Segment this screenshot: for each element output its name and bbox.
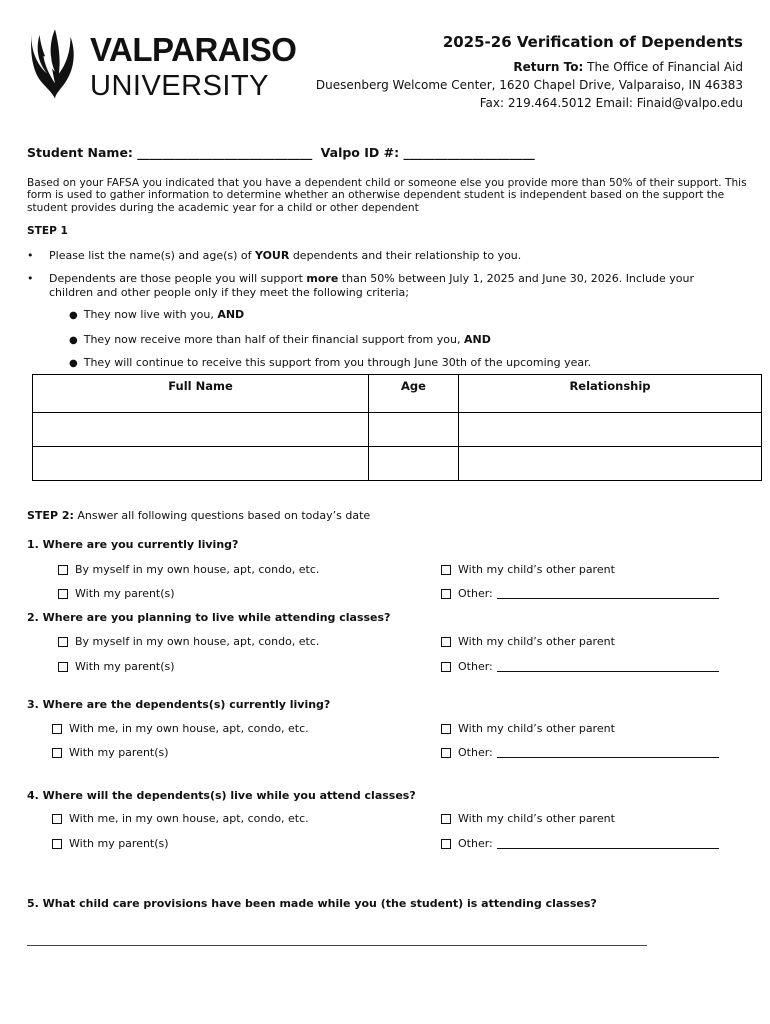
step2-heading: STEP 2: Answer all following questions based on today’s date: [27, 509, 371, 522]
age-cell[interactable]: [369, 413, 459, 447]
checkbox[interactable]: [52, 724, 62, 734]
checkbox[interactable]: [58, 662, 68, 672]
office-address: Duesenberg Welcome Center, 1620 Chapel Drive, Valparaiso, IN 46383: [315, 78, 743, 92]
q4-option-other[interactable]: Other:: [441, 837, 719, 850]
full-name-cell[interactable]: [33, 447, 369, 481]
question-1: 1. Where are you currently living?: [27, 538, 239, 551]
step1-bullet-1: • Please list the name(s) and age(s) of YOUR dependents and their relationship to you.: [27, 249, 522, 262]
table-row: [33, 413, 762, 447]
checkbox[interactable]: [441, 565, 451, 575]
checkbox[interactable]: [441, 814, 451, 824]
checkbox[interactable]: [441, 724, 451, 734]
checkbox[interactable]: [441, 662, 451, 672]
relationship-cell[interactable]: [459, 413, 762, 447]
checkbox[interactable]: [52, 748, 62, 758]
checkbox[interactable]: [441, 748, 451, 758]
table-row: [33, 447, 762, 481]
bullet-dot: •: [27, 249, 34, 262]
step1-bullet-2: • Dependents are those people you will support more than 50% between July 1, 2025 and June 30, 2026. Include your children and other people only if they meet the following criteria;: [27, 272, 694, 299]
other-text-line[interactable]: [497, 588, 719, 599]
q1-option-myself[interactable]: By myself in my own house, apt, condo, etc.: [58, 563, 319, 576]
checkbox[interactable]: [52, 814, 62, 824]
student-info-line: [27, 145, 535, 160]
valparaiso-flame-logo: [26, 26, 84, 102]
age-cell[interactable]: [369, 447, 459, 481]
return-to-label: Return To:: [513, 60, 584, 74]
q2-option-other-parent[interactable]: With my child’s other parent: [441, 635, 615, 648]
q2-option-parents[interactable]: With my parent(s): [58, 660, 175, 673]
other-text-line[interactable]: [497, 838, 719, 849]
q4-option-other-parent[interactable]: With my child’s other parent: [441, 812, 615, 825]
bullet-dot: ●: [69, 310, 78, 321]
col-full-name: Full Name: [33, 375, 369, 413]
q4-option-with-me[interactable]: With me, in my own house, apt, condo, etc.: [52, 812, 309, 825]
criteria-item-1: ● They now live with you, AND: [69, 308, 245, 321]
q3-option-parents[interactable]: With my parent(s): [52, 746, 169, 759]
question-2: 2. Where are you planning to live while attending classes?: [27, 611, 391, 624]
bullet-dot: ●: [69, 335, 78, 346]
q1-option-parents[interactable]: With my parent(s): [58, 587, 175, 600]
other-text-line[interactable]: [497, 661, 719, 672]
criteria-item-3: ● They will continue to receive this support from you through June 30th of the upcoming year.: [69, 356, 592, 369]
return-to-line: [513, 60, 743, 74]
relationship-cell[interactable]: [459, 447, 762, 481]
office-contact: Fax: 219.464.5012 Email: Finaid@valpo.edu: [479, 96, 743, 110]
q1-option-other-parent[interactable]: With my child’s other parent: [441, 563, 615, 576]
bullet-dot: ●: [69, 358, 78, 369]
criteria-item-2: ● They now receive more than half of their financial support from you, AND: [69, 333, 491, 346]
checkbox[interactable]: [58, 637, 68, 647]
logo-wordmark-line1: VALPARAISO: [90, 31, 297, 68]
checkbox[interactable]: [441, 637, 451, 647]
question-5: 5. What child care provisions have been made while you (the student) is attending classes?: [27, 897, 597, 910]
dependents-table: [32, 374, 762, 481]
col-age: Age: [369, 375, 459, 413]
other-text-line[interactable]: [497, 747, 719, 758]
full-name-cell[interactable]: [33, 413, 369, 447]
checkbox[interactable]: [58, 565, 68, 575]
question-4: 4. Where will the dependents(s) live while you attend classes?: [27, 789, 416, 802]
form-title: 2025-26 Verification of Dependents: [442, 33, 743, 51]
bullet-dot: •: [27, 272, 34, 285]
logo-wordmark-line2: UNIVERSITY: [90, 70, 270, 102]
checkbox[interactable]: [441, 589, 451, 599]
q3-option-other-parent[interactable]: With my child’s other parent: [441, 722, 615, 735]
q4-option-parents[interactable]: With my parent(s): [52, 837, 169, 850]
col-relationship: Relationship: [459, 375, 762, 413]
student-name-field[interactable]: Student Name: ____________________________: [27, 145, 313, 160]
intro-paragraph: Based on your FAFSA you indicated that you have a dependent child or someone else you provide more than 50% of their support. This form is used to gather information to determine whether an otherwise dependent student is independent based on the support the student provides during the academic year for a child or other dependent: [27, 177, 747, 214]
checkbox[interactable]: [58, 589, 68, 599]
q2-option-other[interactable]: Other:: [441, 660, 719, 673]
q1-option-other[interactable]: Other:: [441, 587, 719, 600]
return-to-value: The Office of Financial Aid: [587, 60, 743, 74]
valpo-id-field[interactable]: Valpo ID #: _____________________: [320, 145, 535, 160]
checkbox[interactable]: [52, 839, 62, 849]
checkbox[interactable]: [441, 839, 451, 849]
q5-answer-line[interactable]: [27, 945, 647, 946]
q3-option-with-me[interactable]: With me, in my own house, apt, condo, etc.: [52, 722, 309, 735]
table-header-row: [33, 375, 762, 413]
step1-heading: STEP 1: [27, 225, 68, 237]
question-3: 3. Where are the dependents(s) currently living?: [27, 698, 331, 711]
q2-option-myself[interactable]: By myself in my own house, apt, condo, etc.: [58, 635, 319, 648]
q3-option-other[interactable]: Other:: [441, 746, 719, 759]
